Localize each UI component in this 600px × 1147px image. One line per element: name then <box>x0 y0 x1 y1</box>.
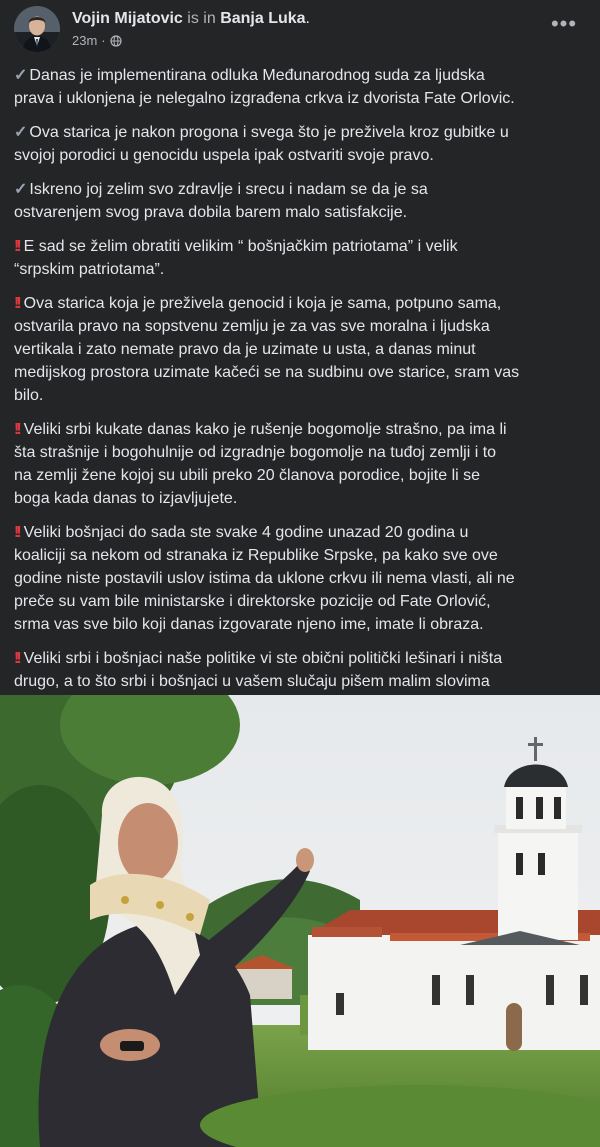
author-line <box>72 10 310 28</box>
checkmark-icon: ✓ <box>14 67 28 84</box>
is-in-text: is in <box>187 10 216 27</box>
photo-woman-and-church <box>0 695 600 1147</box>
meta-separator: · <box>101 33 106 48</box>
post-paragraph <box>14 178 592 224</box>
paragraph-line <box>14 178 592 201</box>
paragraph-line <box>14 361 592 384</box>
paragraph-line <box>14 384 592 407</box>
paragraph-line <box>14 121 592 144</box>
more-horiz-icon: ••• <box>550 11 578 36</box>
paragraph-line <box>14 315 592 338</box>
post-meta <box>72 33 122 48</box>
paragraph-line <box>14 418 592 441</box>
paragraph-line <box>14 521 592 544</box>
post-timestamp[interactable]: 23m <box>72 33 98 48</box>
line-text: na zemlji žene kojoj su ubili preko 20 članova porodice, bojite li se <box>14 467 481 484</box>
location-link[interactable]: Banja Luka <box>220 10 306 27</box>
post-header <box>0 0 600 62</box>
paragraph-line <box>14 647 592 670</box>
line-text: medijskog prostora uzimate kačeći se na sudbinu ove starice, sram vas <box>14 364 520 381</box>
line-text: svojoj porodici u genocidu uspela ipak ostvariti svoje pravo. <box>14 147 434 164</box>
paragraph-line <box>14 567 592 590</box>
line-text: drugo, a to što srbi i bošnjaci u vašem slučaju pišem malim slovima <box>14 673 490 690</box>
line-text: E sad se želim obratiti velikim “ bošnjačkim patriotama” i velik <box>23 238 458 255</box>
author-name[interactable]: Vojin Mijatovic <box>72 10 183 27</box>
paragraph-line <box>14 544 592 567</box>
line-text: Iskreno joj zelim svo zdravlje i srecu i nadam se da je sa <box>29 181 428 198</box>
double-exclamation-icon: !! <box>14 421 19 438</box>
post-paragraph <box>14 292 592 407</box>
line-text: preče su vam bile ministarske i direktorske pozicije od Fate Orlović, <box>14 593 491 610</box>
avatar-photo <box>14 6 60 52</box>
line-text: godine niste postavili uslov istima da uklone crkvu ili nema vlasti, ali ne <box>14 570 515 587</box>
line-text: ostvarenjem svog prava dobila barem malo satisfakcije. <box>14 204 408 221</box>
line-text: Veliki srbi i bošnjaci naše politike vi ste obični politički lešinari i ništa <box>23 650 503 667</box>
author-avatar[interactable] <box>14 6 60 52</box>
line-text: Ova starica koja je preživela genocid i koja je sama, potpuno sama, <box>23 295 502 312</box>
double-exclamation-icon: !! <box>14 650 19 667</box>
paragraph-line <box>14 338 592 361</box>
post-text <box>14 64 592 727</box>
paragraph-line <box>14 258 592 281</box>
globe-icon[interactable] <box>110 35 122 47</box>
location-period: . <box>305 10 310 27</box>
checkmark-icon: ✓ <box>14 181 28 198</box>
line-text: boga kada danas to izjavljujete. <box>14 490 238 507</box>
paragraph-line <box>14 292 592 315</box>
line-text: Veliki srbi kukate danas kako je rušenje bogomolje strašno, pa ima li <box>23 421 507 438</box>
paragraph-line <box>14 613 592 636</box>
paragraph-line <box>14 87 592 110</box>
post-paragraph <box>14 235 592 281</box>
line-text: Ova starica je nakon progona i svega što je preživela kroz gubitke u <box>29 124 509 141</box>
paragraph-line <box>14 487 592 510</box>
paragraph-line <box>14 464 592 487</box>
double-exclamation-icon: !! <box>14 295 19 312</box>
paragraph-line <box>14 201 592 224</box>
double-exclamation-icon: !! <box>14 524 19 541</box>
double-exclamation-icon: !! <box>14 238 19 255</box>
post-paragraph <box>14 521 592 636</box>
post-paragraph <box>14 418 592 510</box>
line-text: Veliki bošnjaci do sada ste svake 4 godine unazad 20 godina u <box>23 524 469 541</box>
line-text: vertikala i zato nemate pravo da je uzimate u usta, a danas minut <box>14 341 476 358</box>
line-text: bilo. <box>14 387 44 404</box>
line-text: Danas je implementirana odluka Međunarodnog suda za ljudska <box>29 67 485 84</box>
post-paragraph <box>14 64 592 110</box>
paragraph-line <box>14 235 592 258</box>
more-options-button[interactable] <box>546 11 582 42</box>
paragraph-line <box>14 144 592 167</box>
line-text: ostvarila pravo na sopstvenu zemlju je za vas sve moralna i ljudska <box>14 318 490 335</box>
paragraph-line <box>14 64 592 87</box>
line-text: srma vas sve bilo koji danas izgovarate njeno ime, imate li obraza. <box>14 616 484 633</box>
post-paragraph <box>14 121 592 167</box>
line-text: koaliciji sa nekom od stranaka iz Republike Srpske, pa kako sve ove <box>14 547 498 564</box>
paragraph-line <box>14 670 592 693</box>
paragraph-line <box>14 441 592 464</box>
line-text: “srpskim patriotama”. <box>14 261 165 278</box>
paragraph-line <box>14 590 592 613</box>
line-text: prava i uklonjena je nelegalno izgrađena crkva iz dvorista Fate Orlovic. <box>14 90 515 107</box>
post-photo[interactable] <box>0 695 600 1147</box>
line-text: šta strašnije i bogohulnije od izgradnje bogomolje na tuđoj zemlji i to <box>14 444 497 461</box>
checkmark-icon: ✓ <box>14 124 28 141</box>
